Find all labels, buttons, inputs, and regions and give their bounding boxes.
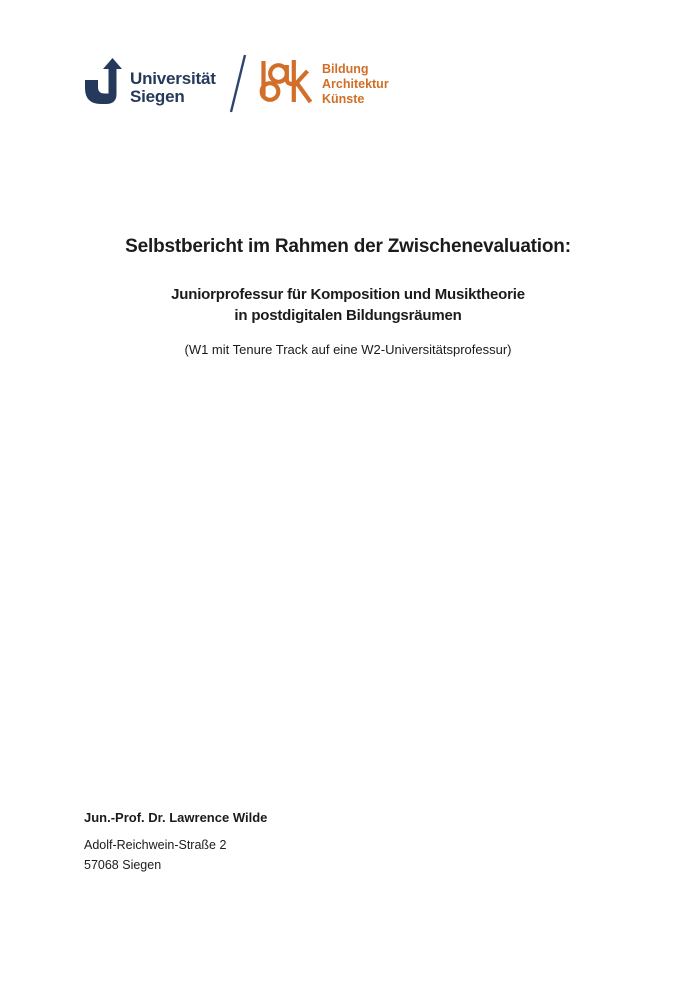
university-name-line2: Siegen — [130, 86, 185, 106]
subtitle-line1: Juniorprofessur für Komposition und Musiktheorie — [171, 286, 525, 303]
author-name: Jun.-Prof. Dr. Lawrence Wilde — [84, 810, 268, 825]
university-siegen-wordmark — [130, 70, 216, 105]
bak-word-line3: Künste — [322, 92, 365, 106]
author-address — [84, 835, 226, 875]
author-address-line1: Adolf-Reichwein-Straße 2 — [84, 838, 227, 852]
bak-word-line1: Bildung — [322, 62, 369, 76]
siegen-u-arrow-icon — [85, 58, 123, 106]
document-title: Selbstbericht im Rahmen der Zwischenevaluation: — [125, 236, 571, 257]
bak-monogram-icon — [259, 58, 315, 106]
author-address-line2: 57068 Siegen — [84, 858, 162, 872]
slash-divider-icon — [228, 52, 248, 114]
tenure-track-note: (W1 mit Tenure Track auf eine W2-Universitätsprofessur) — [184, 342, 512, 357]
bak-wordmark — [322, 62, 389, 107]
document-subtitle — [0, 284, 696, 326]
university-name-line1: Universität — [130, 69, 216, 88]
subtitle-line2: in postdigitalen Bildungsräumen — [234, 307, 462, 324]
bak-word-line2: Architektur — [322, 77, 389, 91]
